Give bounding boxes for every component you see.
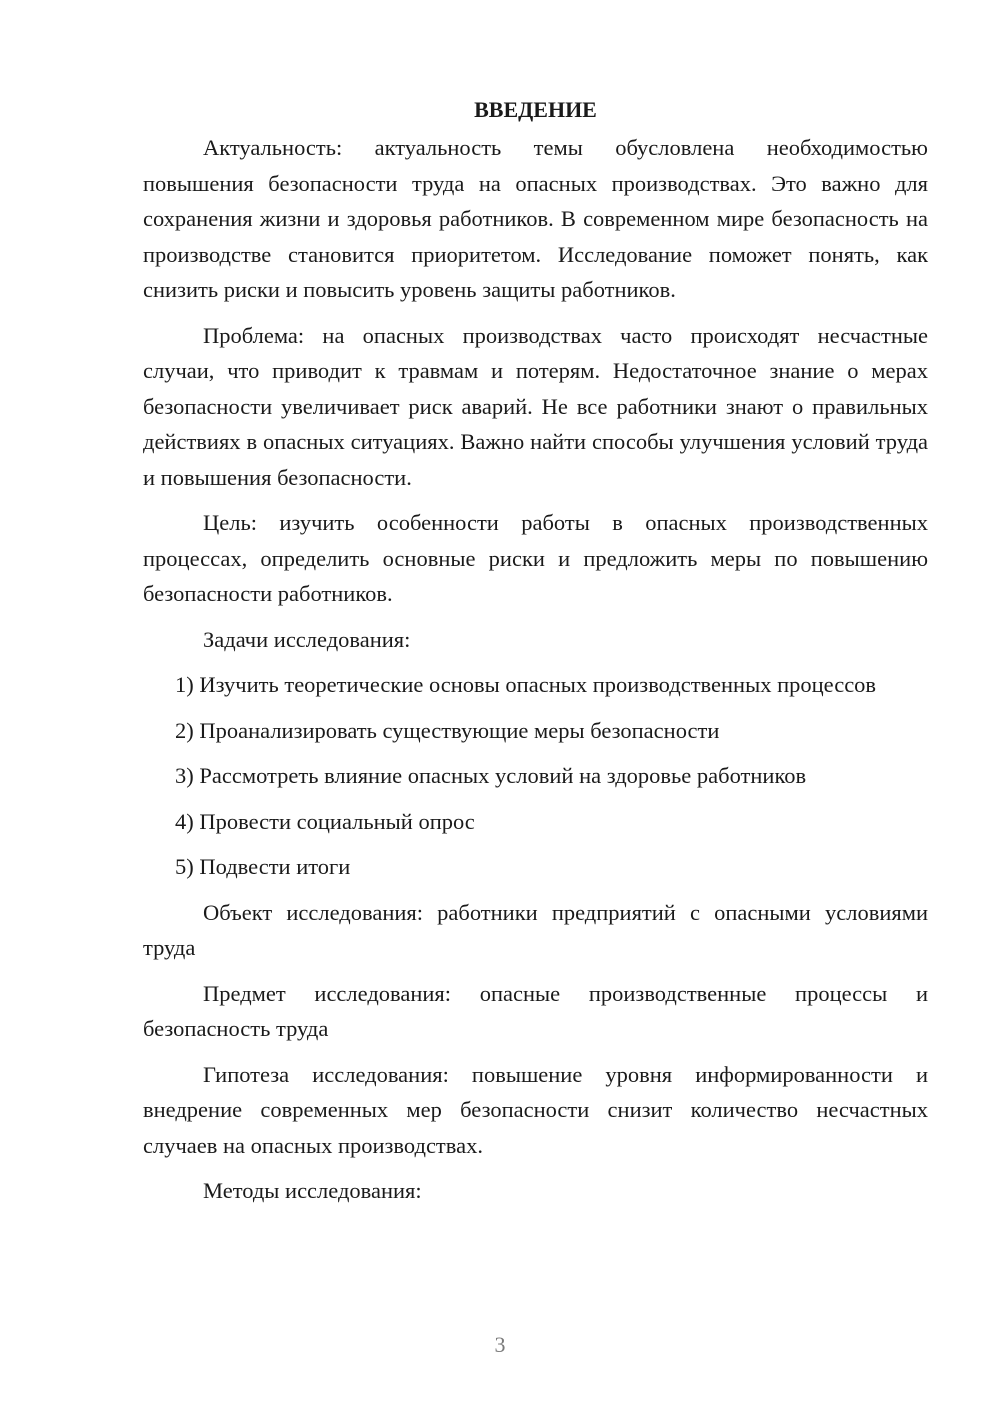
page-number: 3 xyxy=(494,1332,506,1357)
relevance-paragraph: Актуальность: актуальность темы обусловлена необходимостью повышения безопасности труда на опасных производствах. Это важно для сохранения жизни и здоровья работников. В современном мире безопасность на производстве становится приоритетом. Исследование поможет понять, как снизить риски и повысить уровень защиты работников. xyxy=(143,135,928,302)
hypothesis-paragraph: Гипотеза исследования: повышение уровня информированности и внедрение современных мер безопасности снизит количество несчастных случаев на опасных производствах. xyxy=(143,1061,928,1158)
task-item: 1) Изучить теоретические основы опасных производственных процессов xyxy=(175,672,877,697)
section-title: ВВЕДЕНИЕ xyxy=(474,97,597,122)
goal-paragraph: Цель: изучить особенности работы в опасных производственных процессах, определить основные риски и предложить меры по повышению безопасности работников. xyxy=(143,510,928,606)
task-item: 4) Провести социальный опрос xyxy=(175,808,475,834)
task-item: 2) Проанализировать существующие меры безопасности xyxy=(175,717,720,743)
tasks-heading: Задачи исследования: xyxy=(203,626,411,652)
task-item: 5) Подвести итоги xyxy=(175,854,351,879)
subject-paragraph: Предмет исследования: опасные производственные процессы и безопасность труда xyxy=(143,980,928,1041)
problem-paragraph: Проблема: на опасных производствах часто происходят несчастные случаи, что приводит к травмам и потерям. Недостаточное знание о мерах безопасности увеличивает риск аварий. Не все работники знают о правильных действиях в опасных ситуациях. Важно найти способы улучшения условий труда и повышения безопасности. xyxy=(143,322,928,490)
page-content xyxy=(143,92,928,1219)
task-item: 3) Рассмотреть влияние опасных условий на здоровье работников xyxy=(175,763,807,788)
methods-heading: Методы исследования: xyxy=(203,1178,422,1203)
object-paragraph: Объект исследования: работники предприятий с опасными условиями труда xyxy=(143,899,928,960)
